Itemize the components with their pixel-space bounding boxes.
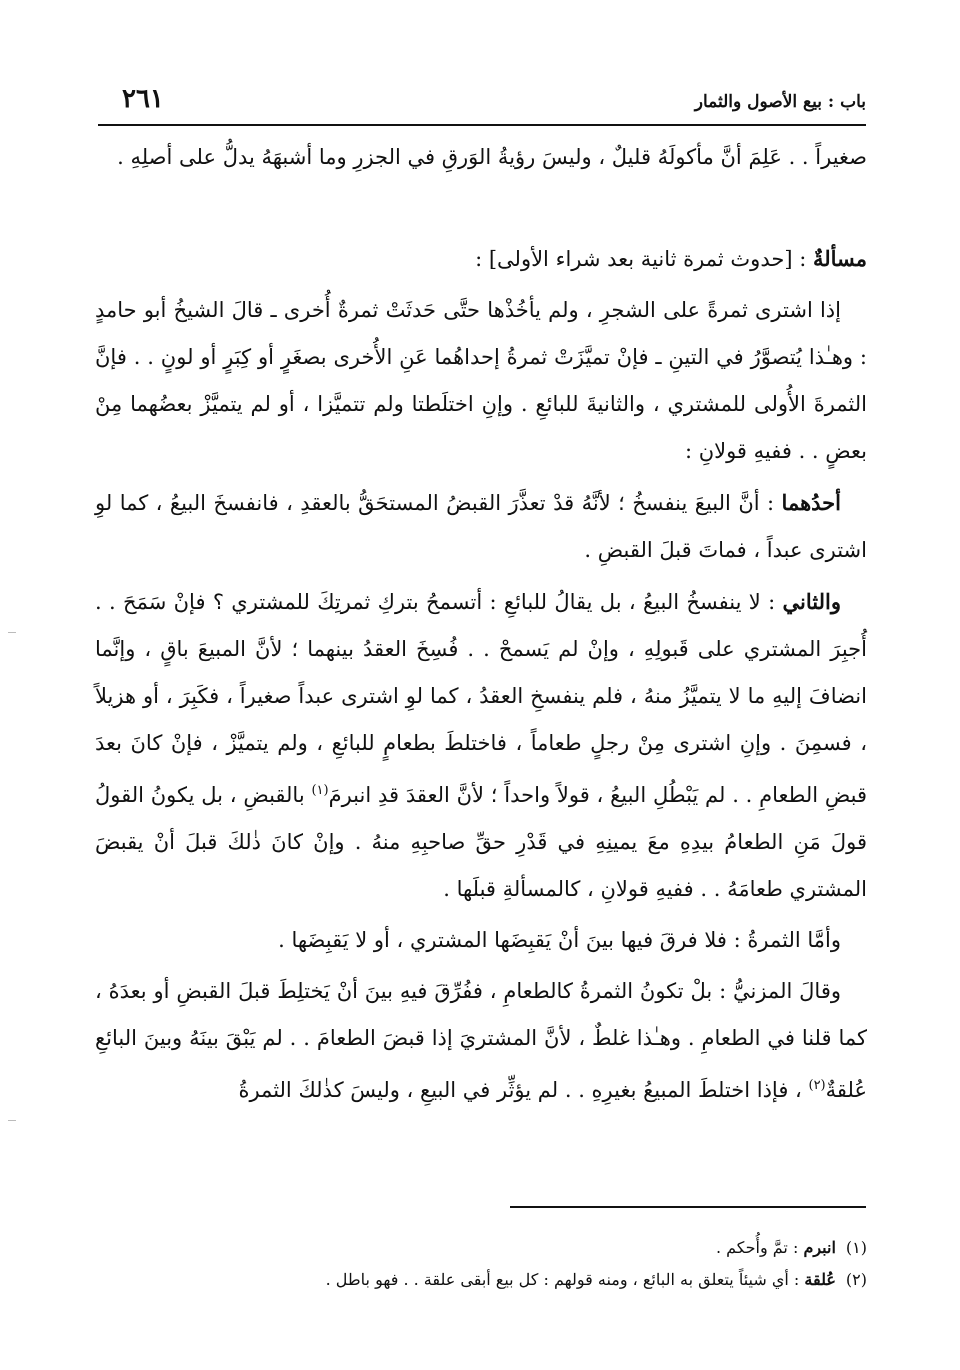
first-opinion-text: : أنَّ البيعَ ينفسخُ ؛ لأنَّهُ قدْ تعذَّرَ القبضُ المستحَقُّ بالعقدِ ، فانفسخَ البيعُ ، كما لوِ اشترى عبداً ، فماتَ قبلَ القبضِ . bbox=[95, 491, 867, 562]
paragraph-first-opinion bbox=[95, 479, 867, 574]
margin-mark bbox=[8, 1120, 16, 1121]
main-text bbox=[95, 134, 867, 1114]
paragraph: إذا اشترى ثمرةً على الشجرِ ، ولم يأخُذْها حتَّى حَدثَتْ ثمرةٌ أُخرى ـ قالَ الشيخُ أبو حامدٍ : وهـٰذا يُتصوَّرُ في التينِ ـ فإنْ تميَّزَتْ ثمرةُ إحداهُما عَنِ الأُخرى بصغَرٍ أو كِبَرٍ أو لونٍ . . فإنَّ الثمرةَ الأُولى للمشتري ، والثانيةَ للبائعِ . وإنِ اختلَطتا ولم تتميَّزا ، أو لم يتميَّزْ بعضُهما مِنْ بعضٍ . . ففيهِ قولانِ : bbox=[95, 298, 867, 463]
footnote-text: : تمَّ وأُحكم . bbox=[715, 1238, 804, 1257]
running-header bbox=[98, 84, 866, 124]
footnote bbox=[95, 1264, 867, 1296]
header-divider bbox=[98, 124, 866, 126]
second-opinion-label: والثاني bbox=[782, 589, 841, 614]
margin-mark bbox=[8, 632, 16, 633]
masala-heading bbox=[95, 235, 867, 283]
footnote-number: (٢) bbox=[845, 1270, 867, 1289]
footnote-ref-2[interactable]: (٢) bbox=[808, 1078, 826, 1093]
paragraph: وأمَّا الثمرةُ : فلا فرقَ فيها بينَ أنْ يَقبِضَها المشتري ، أو لا يَقبِضَها . bbox=[278, 928, 841, 952]
footnote-number: (١) bbox=[845, 1238, 867, 1257]
footnotes bbox=[95, 1232, 867, 1296]
masala-label: مسألةٌ bbox=[812, 246, 867, 271]
chapter-title: باب : بيع الأصول والثمار bbox=[694, 92, 866, 112]
second-opinion-text-cont: بالقبضِ ، بل يكونُ القولُ قولَ مَنِ الطعامُ بيدِهِ معَ يمينِهِ في قَدْرِ حقِّ صاحبِهِ منهُ . وإنْ كانَ ذٰلكَ قبلَ أنْ يقبضَ المشتري طعامَهُ . . ففيهِ قولانِ ، كالمسألةِ قبلَها . bbox=[95, 783, 867, 901]
muzani-text-cont: ، فإذا اختلطَ المبيعُ بغيرِهِ . . لم يؤثِّر في البيعِ ، وليسَ كذٰلكَ الثمرةُ bbox=[238, 1078, 809, 1102]
footnote-divider bbox=[510, 1206, 866, 1208]
masala-title: : [حدوث ثمرة ثانية بعد شراء الأولى] : bbox=[475, 247, 813, 271]
footnote-ref-1[interactable]: (١) bbox=[311, 783, 329, 798]
footnote-term: عُلقة bbox=[804, 1270, 836, 1289]
footnote-term: انبرم bbox=[803, 1238, 836, 1257]
footnote bbox=[95, 1232, 867, 1264]
paragraph-muzani bbox=[95, 968, 867, 1114]
page-number: ٢٦١ bbox=[122, 84, 164, 114]
second-opinion-text: : لا ينفسخُ البيعُ ، بل يقالُ للبائعِ : أتسمحُ بتركِ ثمرتِكَ للمشتري ؟ فإنْ سَمَحَ . . أُجبِرَ المشتري على قَبولِهِ ، وإنْ لم يَسمحْ . . فُسِخَ العقدُ بينهما ؛ لأنَّ المبيعَ باقٍ ، وإنَّما انضافَ إليهِ ما لا يتميَّزُ منهُ ، فلم ينفسخِ العقدُ ، كما لوِ اشترى عبداً صغيراً ، فكَبِرَ ، أو هزيلاً ، فسمِنَ . وإنِ اشترى مِنْ رجلٍ طعاماً ، فاختلطَ بطعامٍ للبائعِ ، ولم يتميَّزْ ، فإنْ كانَ بعدَ قبضِ الطعامِ . . لم يَبْطُلِ البيعُ ، قولاً واحداً ؛ لأنَّ العقدَ قدِ انبرمَ bbox=[95, 590, 867, 807]
muzani-text: وقالَ المزنيُّ : بلْ تكونُ الثمرةُ كالطعامِ ، ففُرِّقَ فيهِ بينَ أنْ يَختلِطَ قبلَ القبضِ أو بعدَهُ ، كما قلنا في الطعامِ . وهـٰذا غلطٌ ، لأنَّ المشتريَ إذا قبضَ الطعامَ . . لم يَبْقَ بينَهُ وبينَ البائعِ عُلقةٌ bbox=[95, 979, 867, 1102]
paragraph-second-opinion bbox=[95, 578, 867, 913]
paragraph-continuation: صغيراً . . عَلِمَ أنَّ مأكولَهُ قليلٌ ، وليسَ رؤيةُ الوَرقِ في الجزرِ وما أشبهَهُ يدلُّ على أصلِهِ . bbox=[117, 145, 867, 169]
first-opinion-label: أحدُهما bbox=[781, 490, 841, 515]
footnote-text: : أي شيئاً يتعلق به البائع ، ومنه قولهم : كل بيع أبقى علقة . . فهو باطل . bbox=[325, 1270, 805, 1289]
